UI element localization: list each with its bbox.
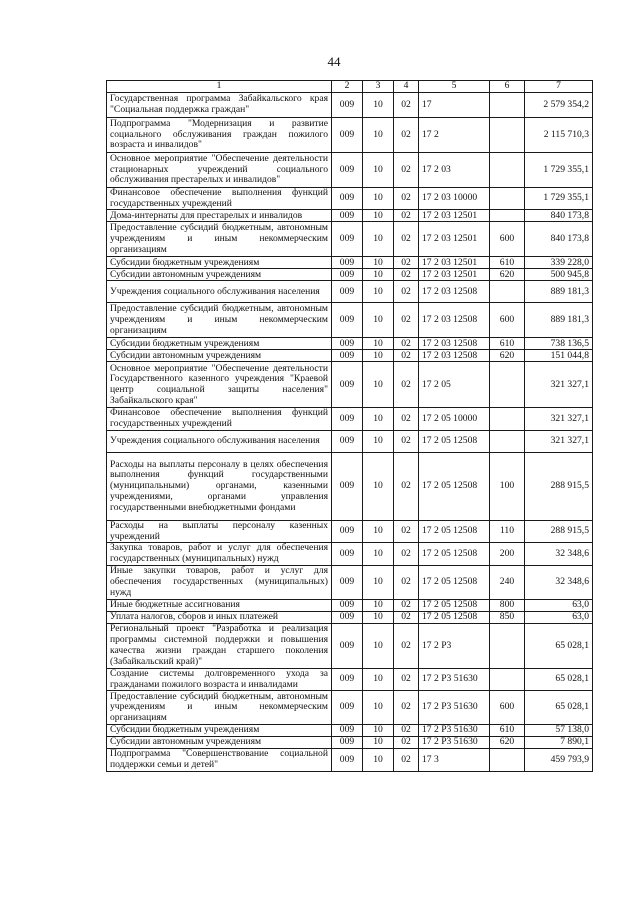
cell-name: Субсидии бюджетным учреждениям (107, 257, 332, 269)
cell-subsection: 02 (394, 257, 419, 269)
cell-expense-type (490, 118, 525, 153)
cell-subsection: 02 (394, 430, 419, 452)
cell-expense-type: 800 (490, 599, 525, 611)
column-header: 1 (107, 81, 332, 93)
cell-expense-type (490, 281, 525, 303)
cell-subsection: 02 (394, 668, 419, 690)
cell-name: Основное мероприятие "Обеспечение деятельности Государственного казенного учреждения "Краевой центр социальной защиты населения" Забайкальского края" (107, 362, 332, 408)
cell-section: 10 (363, 338, 394, 350)
cell-section: 10 (363, 269, 394, 281)
cell-name: Закупка товаров, работ и услуг для обеспечения государственных (муниципальных) нужд (107, 543, 332, 565)
cell-subsection: 02 (394, 599, 419, 611)
cell-expense-type: 610 (490, 338, 525, 350)
cell-section: 10 (363, 188, 394, 210)
cell-subsection: 02 (394, 623, 419, 668)
table-row (107, 362, 593, 408)
cell-target-article: 17 2 P3 51630 (419, 691, 490, 725)
cell-admin-code: 009 (332, 668, 363, 690)
cell-section: 10 (363, 623, 394, 668)
cell-admin-code: 009 (332, 565, 363, 599)
cell-expense-type: 600 (490, 691, 525, 725)
cell-amount: 840 173,8 (525, 210, 593, 222)
cell-amount: 65 028,1 (525, 691, 593, 725)
cell-target-article: 17 2 03 12501 (419, 210, 490, 222)
cell-name: Подпрограмма "Модернизация и развитие социального обслуживания граждан пожилого возраста и инвалидов" (107, 118, 332, 153)
cell-target-article: 17 2 05 12508 (419, 543, 490, 565)
cell-amount: 57 138,0 (525, 725, 593, 737)
cell-admin-code: 009 (332, 599, 363, 611)
cell-name: Финансовое обеспечение выполнения функций государственных учреждений (107, 408, 332, 430)
cell-section: 10 (363, 543, 394, 565)
table-row (107, 691, 593, 725)
cell-target-article: 17 2 03 12508 (419, 350, 490, 362)
table-row (107, 281, 593, 303)
cell-amount: 2 115 710,3 (525, 118, 593, 153)
cell-name: Субсидии бюджетным учреждениям (107, 338, 332, 350)
cell-section: 10 (363, 430, 394, 452)
table-header-row (107, 81, 593, 93)
cell-admin-code: 009 (332, 118, 363, 153)
cell-admin-code: 009 (332, 452, 363, 520)
cell-target-article: 17 2 05 (419, 362, 490, 408)
cell-subsection: 02 (394, 153, 419, 188)
table-row (107, 565, 593, 599)
table-row (107, 611, 593, 623)
cell-admin-code: 009 (332, 222, 363, 257)
table-row (107, 350, 593, 362)
cell-admin-code: 009 (332, 93, 363, 118)
cell-amount: 288 915,5 (525, 520, 593, 542)
cell-subsection: 02 (394, 188, 419, 210)
cell-amount: 840 173,8 (525, 222, 593, 257)
cell-name: Иные бюджетные ассигнования (107, 599, 332, 611)
cell-amount: 321 327,1 (525, 430, 593, 452)
cell-name: Создание системы долговременного ухода за гражданами пожилого возраста и инвалидами (107, 668, 332, 690)
table-row (107, 668, 593, 690)
table-row (107, 153, 593, 188)
cell-section: 10 (363, 599, 394, 611)
cell-name: Расходы на выплаты персоналу казенных учреждений (107, 520, 332, 542)
cell-name: Финансовое обеспечение выполнения функций государственных учреждений (107, 188, 332, 210)
cell-subsection: 02 (394, 725, 419, 737)
table-row (107, 749, 593, 771)
cell-subsection: 02 (394, 749, 419, 771)
table-row (107, 737, 593, 749)
cell-target-article: 17 2 03 12508 (419, 338, 490, 350)
cell-target-article: 17 2 P3 51630 (419, 737, 490, 749)
column-header: 7 (525, 81, 593, 93)
cell-admin-code: 009 (332, 611, 363, 623)
cell-expense-type: 240 (490, 565, 525, 599)
cell-subsection: 02 (394, 452, 419, 520)
cell-admin-code: 009 (332, 749, 363, 771)
cell-admin-code: 009 (332, 269, 363, 281)
cell-target-article: 17 2 P3 (419, 623, 490, 668)
cell-target-article: 17 2 P3 51630 (419, 668, 490, 690)
table-row (107, 520, 593, 542)
cell-amount: 2 579 354,2 (525, 93, 593, 118)
cell-section: 10 (363, 118, 394, 153)
table-row (107, 452, 593, 520)
cell-section: 10 (363, 520, 394, 542)
table-row (107, 303, 593, 338)
cell-section: 10 (363, 362, 394, 408)
table-row (107, 269, 593, 281)
cell-subsection: 02 (394, 281, 419, 303)
cell-subsection: 02 (394, 408, 419, 430)
cell-target-article: 17 2 05 12508 (419, 520, 490, 542)
cell-admin-code: 009 (332, 303, 363, 338)
cell-expense-type: 100 (490, 452, 525, 520)
cell-expense-type: 200 (490, 543, 525, 565)
cell-admin-code: 009 (332, 408, 363, 430)
cell-expense-type (490, 188, 525, 210)
cell-subsection: 02 (394, 565, 419, 599)
cell-amount: 63,0 (525, 611, 593, 623)
cell-admin-code: 009 (332, 362, 363, 408)
page-number: 44 (327, 54, 341, 69)
cell-expense-type: 850 (490, 611, 525, 623)
cell-subsection: 02 (394, 737, 419, 749)
cell-section: 10 (363, 611, 394, 623)
cell-target-article: 17 2 05 10000 (419, 408, 490, 430)
cell-name: Региональный проект "Разработка и реализация программы системной поддержки и повышения качества жизни граждан старшего поколения (Забайкальский край)" (107, 623, 332, 668)
cell-expense-type: 110 (490, 520, 525, 542)
table-row (107, 430, 593, 452)
cell-subsection: 02 (394, 118, 419, 153)
cell-name: Субсидии автономным учреждениям (107, 350, 332, 362)
table-row (107, 623, 593, 668)
table-row (107, 210, 593, 222)
cell-amount: 321 327,1 (525, 362, 593, 408)
cell-name: Учреждения социального обслуживания населения (107, 281, 332, 303)
column-header: 4 (394, 81, 419, 93)
cell-subsection: 02 (394, 691, 419, 725)
cell-amount: 151 044,8 (525, 350, 593, 362)
cell-target-article: 17 2 03 (419, 153, 490, 188)
column-header: 5 (419, 81, 490, 93)
cell-admin-code: 009 (332, 338, 363, 350)
cell-target-article: 17 2 05 12508 (419, 599, 490, 611)
cell-section: 10 (363, 222, 394, 257)
cell-expense-type: 620 (490, 269, 525, 281)
cell-expense-type (490, 210, 525, 222)
cell-target-article: 17 2 05 12508 (419, 452, 490, 520)
cell-subsection: 02 (394, 303, 419, 338)
cell-expense-type: 600 (490, 222, 525, 257)
table-row (107, 408, 593, 430)
cell-name: Предоставление субсидий бюджетным, автономным учреждениям и иным некоммерческим организациям (107, 691, 332, 725)
table-row (107, 93, 593, 118)
cell-name: Уплата налогов, сборов и иных платежей (107, 611, 332, 623)
cell-section: 10 (363, 303, 394, 338)
cell-admin-code: 009 (332, 520, 363, 542)
table-row (107, 188, 593, 210)
cell-expense-type (490, 749, 525, 771)
cell-section: 10 (363, 452, 394, 520)
cell-expense-type (490, 668, 525, 690)
cell-amount: 738 136,5 (525, 338, 593, 350)
cell-admin-code: 009 (332, 623, 363, 668)
cell-subsection: 02 (394, 543, 419, 565)
cell-target-article: 17 2 05 12508 (419, 565, 490, 599)
cell-expense-type: 600 (490, 303, 525, 338)
cell-name: Предоставление субсидий бюджетным, автономным учреждениям и иным некоммерческим организациям (107, 222, 332, 257)
column-header: 2 (332, 81, 363, 93)
cell-name: Субсидии автономным учреждениям (107, 737, 332, 749)
cell-target-article: 17 2 03 12501 (419, 269, 490, 281)
cell-subsection: 02 (394, 269, 419, 281)
cell-section: 10 (363, 749, 394, 771)
cell-expense-type (490, 430, 525, 452)
cell-amount: 1 729 355,1 (525, 188, 593, 210)
cell-section: 10 (363, 210, 394, 222)
cell-section: 10 (363, 153, 394, 188)
cell-target-article: 17 2 05 12508 (419, 611, 490, 623)
cell-admin-code: 009 (332, 691, 363, 725)
cell-expense-type: 610 (490, 725, 525, 737)
cell-name: Подпрограмма "Совершенствование социальной поддержки семьи и детей" (107, 749, 332, 771)
cell-target-article: 17 2 03 10000 (419, 188, 490, 210)
cell-expense-type: 620 (490, 350, 525, 362)
table-row (107, 338, 593, 350)
cell-section: 10 (363, 737, 394, 749)
cell-admin-code: 009 (332, 210, 363, 222)
cell-expense-type: 610 (490, 257, 525, 269)
cell-amount: 65 028,1 (525, 623, 593, 668)
cell-admin-code: 009 (332, 430, 363, 452)
cell-amount: 339 228,0 (525, 257, 593, 269)
cell-name: Субсидии автономным учреждениям (107, 269, 332, 281)
cell-admin-code: 009 (332, 257, 363, 269)
cell-amount: 889 181,3 (525, 303, 593, 338)
cell-expense-type (490, 408, 525, 430)
cell-amount: 321 327,1 (525, 408, 593, 430)
cell-expense-type (490, 362, 525, 408)
cell-expense-type (490, 623, 525, 668)
cell-target-article: 17 2 05 12508 (419, 430, 490, 452)
cell-section: 10 (363, 281, 394, 303)
cell-name: Дома-интернаты для престарелых и инвалидов (107, 210, 332, 222)
column-header: 3 (363, 81, 394, 93)
cell-subsection: 02 (394, 520, 419, 542)
cell-name: Субсидии бюджетным учреждениям (107, 725, 332, 737)
cell-section: 10 (363, 668, 394, 690)
cell-subsection: 02 (394, 338, 419, 350)
cell-name: Расходы на выплаты персоналу в целях обеспечения выполнения функций государственными (муниципальными) органами, казенными учреждениями, органами управления государственными внебюджетными фондами (107, 452, 332, 520)
cell-admin-code: 009 (332, 153, 363, 188)
cell-section: 10 (363, 350, 394, 362)
cell-target-article: 17 2 (419, 118, 490, 153)
cell-expense-type (490, 93, 525, 118)
cell-amount: 32 348,6 (525, 565, 593, 599)
cell-admin-code: 009 (332, 281, 363, 303)
cell-admin-code: 009 (332, 350, 363, 362)
cell-section: 10 (363, 257, 394, 269)
cell-subsection: 02 (394, 93, 419, 118)
cell-name: Государственная программа Забайкальского края "Социальная поддержка граждан" (107, 93, 332, 118)
table-row (107, 118, 593, 153)
cell-section: 10 (363, 565, 394, 599)
cell-amount: 459 793,9 (525, 749, 593, 771)
table-row (107, 543, 593, 565)
table-row (107, 222, 593, 257)
cell-expense-type (490, 153, 525, 188)
cell-subsection: 02 (394, 611, 419, 623)
cell-admin-code: 009 (332, 188, 363, 210)
cell-name: Иные закупки товаров, работ и услуг для обеспечения государственных (муниципальных) нужд (107, 565, 332, 599)
table-row (107, 257, 593, 269)
column-header: 6 (490, 81, 525, 93)
table-body (107, 93, 593, 772)
cell-amount: 1 729 355,1 (525, 153, 593, 188)
cell-amount: 32 348,6 (525, 543, 593, 565)
cell-target-article: 17 2 03 12508 (419, 281, 490, 303)
cell-target-article: 17 2 03 12501 (419, 257, 490, 269)
cell-admin-code: 009 (332, 725, 363, 737)
cell-subsection: 02 (394, 222, 419, 257)
table-row (107, 725, 593, 737)
cell-amount: 889 181,3 (525, 281, 593, 303)
cell-admin-code: 009 (332, 543, 363, 565)
cell-section: 10 (363, 691, 394, 725)
cell-target-article: 17 2 P3 51630 (419, 725, 490, 737)
cell-amount: 288 915,5 (525, 452, 593, 520)
cell-name: Предоставление субсидий бюджетным, автономным учреждениям и иным некоммерческим организациям (107, 303, 332, 338)
cell-amount: 65 028,1 (525, 668, 593, 690)
cell-target-article: 17 3 (419, 749, 490, 771)
cell-expense-type: 620 (490, 737, 525, 749)
cell-target-article: 17 2 03 12508 (419, 303, 490, 338)
cell-subsection: 02 (394, 362, 419, 408)
cell-admin-code: 009 (332, 737, 363, 749)
cell-section: 10 (363, 725, 394, 737)
cell-subsection: 02 (394, 210, 419, 222)
cell-amount: 7 890,1 (525, 737, 593, 749)
cell-amount: 63,0 (525, 599, 593, 611)
cell-subsection: 02 (394, 350, 419, 362)
cell-amount: 500 945,8 (525, 269, 593, 281)
cell-name: Учреждения социального обслуживания населения (107, 430, 332, 452)
cell-target-article: 17 2 03 12501 (419, 222, 490, 257)
cell-name: Основное мероприятие "Обеспечение деятельности стационарных учреждений социального обслуживания престарелых и инвалидов" (107, 153, 332, 188)
cell-target-article: 17 (419, 93, 490, 118)
budget-table (106, 80, 593, 772)
cell-section: 10 (363, 408, 394, 430)
cell-section: 10 (363, 93, 394, 118)
table-row (107, 599, 593, 611)
